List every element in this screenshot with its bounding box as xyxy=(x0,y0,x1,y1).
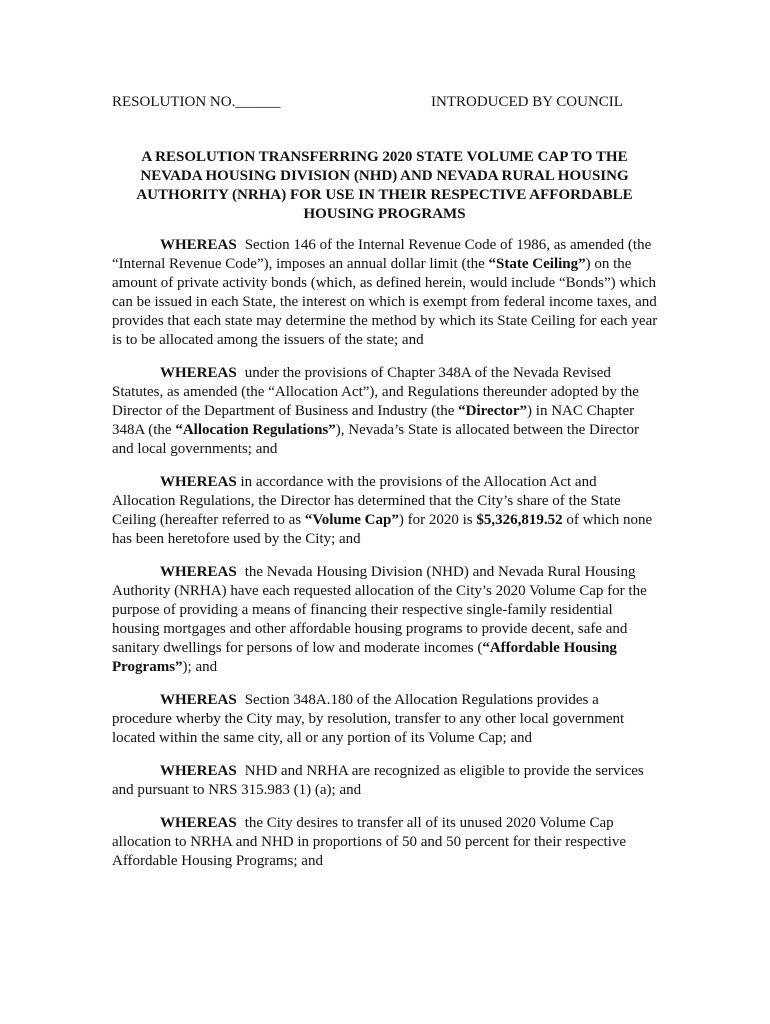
defined-term: “Volume Cap” xyxy=(304,512,399,528)
defined-term: “Affordable Housing Programs” xyxy=(112,640,617,675)
defined-term: “Director” xyxy=(458,403,528,419)
volume-cap-amount: $5,326,819.52 xyxy=(476,512,563,528)
whereas-label: WHEREAS xyxy=(160,474,237,490)
whereas-label: WHEREAS xyxy=(160,763,237,779)
document-body xyxy=(112,236,658,885)
resolution-number: RESOLUTION NO.______ xyxy=(112,94,281,110)
whereas-paragraph-5: WHEREAS Section 348A.180 of the Allocation Regulations provides a procedure wherby the City may, by resolution, transfer to any other local government located within the same city, all or any portion of its Volume Cap; and xyxy=(112,692,625,746)
whereas-paragraph-4: WHEREAS the Nevada Housing Division (NHD) and Nevada Rural Housing Authority (NRHA) have each requested allocation of the City’s 2020 Volume Cap for the purpose of providing a means of financing their respective single-family residential housing mortgages and other affordable housing programs to provide decent, safe and sanitary dwellings for persons of low and moderate incomes (“Affordable Housing Programs”); and xyxy=(112,564,647,675)
defined-term: “State Ceiling” xyxy=(488,256,586,272)
whereas-label: WHEREAS xyxy=(160,692,237,708)
defined-term: “Allocation Regulations” xyxy=(175,422,336,438)
whereas-paragraph-2: WHEREAS under the provisions of Chapter 348A of the Nevada Revised Statutes, as amended (the “Allocation Act”), and Regulations thereunder adopted by the Director of the Department of Business and Industry (the “Director”) in NAC Chapter 348A (the “Allocation Regulations”), Nevada’s State is allocated between the Director and local governments; and xyxy=(112,365,639,457)
whereas-label: WHEREAS xyxy=(160,564,237,580)
whereas-label: WHEREAS xyxy=(160,815,237,831)
resolution-title: A RESOLUTION TRANSFERRING 2020 STATE VOLUME CAP TO THE NEVADA HOUSING DIVISION (NHD) AND NEVADA RURAL HOUSING AUTHORITY (NRHA) FOR USE IN THEIR RESPECTIVE AFFORDABLE HOUSING PROGRAMS xyxy=(136,149,633,222)
whereas-paragraph-3: WHEREAS in accordance with the provisions of the Allocation Act and Allocation Regulations, the Director has determined that the City’s share of the State Ceiling (hereafter referred to as “Volume Cap”) for 2020 is $5,326,819.52 of which none has been heretofore used by the City; and xyxy=(112,474,653,547)
introduced-by: INTRODUCED BY COUNCIL xyxy=(431,94,623,110)
whereas-paragraph-1: WHEREAS Section 146 of the Internal Revenue Code of 1986, as amended (the “Internal Revenue Code”), imposes an annual dollar limit (the “State Ceiling”) on the amount of private activity bonds (which, as defined herein, would include “Bonds”) which can be issued in each State, the interest on which is exempt from federal income taxes, and provides that each state may determine the method by which its State Ceiling for each year is to be allocated among the issuers of the state; and xyxy=(112,237,658,348)
whereas-label: WHEREAS xyxy=(160,365,237,381)
whereas-paragraph-6: WHEREAS NHD and NRHA are recognized as eligible to provide the services and pursuant to NRS 315.983 (1) (a); and xyxy=(112,763,644,798)
whereas-paragraph-7: WHEREAS the City desires to transfer all of its unused 2020 Volume Cap allocation to NRHA and NHD in proportions of 50 and 50 percent for their respective Affordable Housing Programs; and xyxy=(112,815,627,869)
whereas-label: WHEREAS xyxy=(160,237,237,253)
